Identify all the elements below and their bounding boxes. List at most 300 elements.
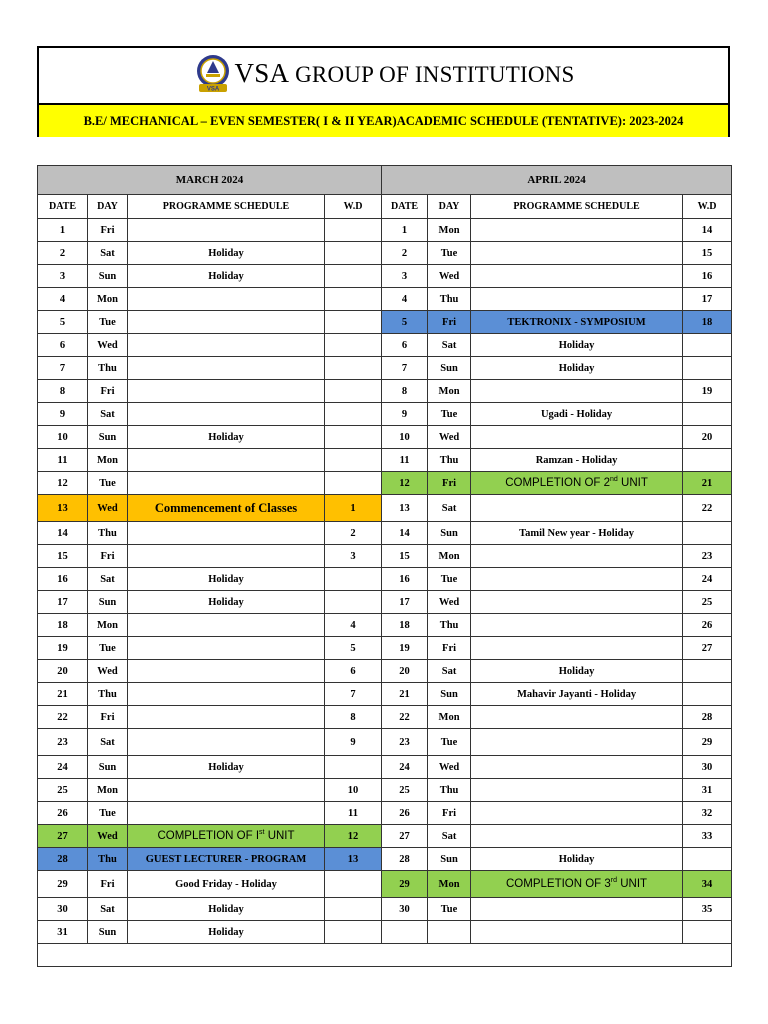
march-schedule-cell <box>128 522 325 545</box>
april-wd-cell: 28 <box>683 706 732 729</box>
april-day-cell: Sat <box>428 334 471 357</box>
march-day-cell: Thu <box>88 522 128 545</box>
april-wd-cell <box>683 848 732 871</box>
april-schedule-cell <box>471 756 683 779</box>
march-day-cell: Sun <box>88 921 128 944</box>
april-wd-cell: 30 <box>683 756 732 779</box>
march-date-cell: 20 <box>38 660 88 683</box>
schedule-row <box>38 522 732 545</box>
april-wd-cell: 25 <box>683 591 732 614</box>
column-header-schedule: PROGRAMME SCHEDULE <box>471 195 683 219</box>
institution-name-prefix: VSA <box>234 57 290 88</box>
march-day-cell: Tue <box>88 311 128 334</box>
march-schedule-cell: Holiday <box>128 591 325 614</box>
april-date-cell: 28 <box>382 848 428 871</box>
march-date-cell: 7 <box>38 357 88 380</box>
march-wd-cell <box>325 242 382 265</box>
april-wd-cell <box>683 522 732 545</box>
march-wd-cell <box>325 288 382 311</box>
march-day-cell: Fri <box>88 380 128 403</box>
april-schedule-cell <box>471 871 683 898</box>
april-schedule-cell <box>471 568 683 591</box>
april-schedule-cell <box>471 472 683 495</box>
april-date-cell: 23 <box>382 729 428 756</box>
schedule-row <box>38 357 732 380</box>
april-day-cell: Fri <box>428 311 471 334</box>
april-schedule-cell: TEKTRONIX - SYMPOSIUM <box>471 311 683 334</box>
april-wd-cell <box>683 334 732 357</box>
march-schedule-cell <box>128 802 325 825</box>
april-date-cell: 9 <box>382 403 428 426</box>
march-day-cell: Sun <box>88 426 128 449</box>
april-schedule-cell <box>471 219 683 242</box>
april-date-cell: 12 <box>382 472 428 495</box>
academic-schedule-table <box>37 165 732 967</box>
april-schedule-cell <box>471 706 683 729</box>
march-date-cell: 29 <box>38 871 88 898</box>
event-text: COMPLETION OF 2 <box>505 477 611 489</box>
april-schedule-cell <box>471 779 683 802</box>
april-schedule-cell: Mahavir Jayanti - Holiday <box>471 683 683 706</box>
april-wd-cell <box>683 921 732 944</box>
april-day-cell: Mon <box>428 380 471 403</box>
march-schedule-cell: Holiday <box>128 426 325 449</box>
schedule-footer-row <box>38 944 732 967</box>
footer-empty-cell <box>38 944 732 967</box>
march-schedule-cell <box>128 660 325 683</box>
april-day-cell: Thu <box>428 614 471 637</box>
schedule-row <box>38 380 732 403</box>
april-wd-cell: 34 <box>683 871 732 898</box>
april-date-cell: 29 <box>382 871 428 898</box>
april-date-cell: 13 <box>382 495 428 522</box>
schedule-row <box>38 898 732 921</box>
april-wd-cell: 32 <box>683 802 732 825</box>
column-header-wd: W.D <box>683 195 732 219</box>
schedule-row <box>38 683 732 706</box>
schedule-row <box>38 729 732 756</box>
april-date-cell: 17 <box>382 591 428 614</box>
april-schedule-cell <box>471 898 683 921</box>
march-wd-cell <box>325 871 382 898</box>
march-date-cell: 12 <box>38 472 88 495</box>
institution-name <box>235 58 575 89</box>
april-date-cell: 16 <box>382 568 428 591</box>
event-ordinal: rd <box>610 877 618 885</box>
april-day-cell: Sat <box>428 825 471 848</box>
march-day-cell: Fri <box>88 706 128 729</box>
april-wd-cell: 29 <box>683 729 732 756</box>
schedule-row <box>38 219 732 242</box>
april-wd-cell: 20 <box>683 426 732 449</box>
march-wd-cell <box>325 449 382 472</box>
april-day-cell <box>428 921 471 944</box>
institution-name-rest: GROUP OF INSTITUTIONS <box>289 61 575 87</box>
march-wd-cell: 2 <box>325 522 382 545</box>
april-day-cell: Tue <box>428 403 471 426</box>
march-day-cell: Sun <box>88 591 128 614</box>
march-day-cell: Tue <box>88 472 128 495</box>
march-wd-cell: 6 <box>325 660 382 683</box>
april-date-cell: 2 <box>382 242 428 265</box>
april-date-cell: 14 <box>382 522 428 545</box>
march-date-cell: 28 <box>38 848 88 871</box>
april-schedule-cell: Holiday <box>471 334 683 357</box>
march-wd-cell <box>325 921 382 944</box>
event-ordinal: st <box>259 829 265 837</box>
april-day-cell: Wed <box>428 591 471 614</box>
april-date-cell: 3 <box>382 265 428 288</box>
april-date-cell: 5 <box>382 311 428 334</box>
schedule-row <box>38 403 732 426</box>
april-day-cell: Fri <box>428 802 471 825</box>
april-day-cell: Tue <box>428 242 471 265</box>
march-wd-cell <box>325 568 382 591</box>
march-wd-cell <box>325 219 382 242</box>
april-wd-cell: 33 <box>683 825 732 848</box>
march-schedule-cell <box>128 706 325 729</box>
march-schedule-cell <box>128 403 325 426</box>
april-date-cell: 11 <box>382 449 428 472</box>
column-header-schedule: PROGRAMME SCHEDULE <box>128 195 325 219</box>
april-day-cell: Sun <box>428 522 471 545</box>
april-day-cell: Wed <box>428 756 471 779</box>
april-date-cell: 30 <box>382 898 428 921</box>
march-date-cell: 21 <box>38 683 88 706</box>
march-schedule-cell: Good Friday - Holiday <box>128 871 325 898</box>
april-day-cell: Sun <box>428 683 471 706</box>
event-text: COMPLETION OF I <box>157 830 260 842</box>
april-day-cell: Fri <box>428 637 471 660</box>
march-date-cell: 23 <box>38 729 88 756</box>
april-schedule-cell: Holiday <box>471 357 683 380</box>
march-schedule-cell: Holiday <box>128 242 325 265</box>
schedule-subtitle: B.E/ MECHANICAL – EVEN SEMESTER( I & II YEAR)ACADEMIC SCHEDULE (TENTATIVE): 2023-2024 <box>39 103 728 137</box>
march-schedule-cell: Holiday <box>128 756 325 779</box>
march-schedule-cell <box>128 311 325 334</box>
march-date-cell: 2 <box>38 242 88 265</box>
april-wd-cell <box>683 660 732 683</box>
march-wd-cell: 4 <box>325 614 382 637</box>
march-date-cell: 25 <box>38 779 88 802</box>
march-day-cell: Wed <box>88 334 128 357</box>
april-schedule-cell: Tamil New year - Holiday <box>471 522 683 545</box>
march-wd-cell: 3 <box>325 545 382 568</box>
march-date-cell: 26 <box>38 802 88 825</box>
march-schedule-cell <box>128 334 325 357</box>
april-schedule-cell <box>471 637 683 660</box>
schedule-body <box>38 219 732 967</box>
institution-logo <box>193 53 233 93</box>
march-day-cell: Mon <box>88 449 128 472</box>
april-wd-cell <box>683 403 732 426</box>
institution-title <box>39 48 728 102</box>
april-date-cell: 22 <box>382 706 428 729</box>
march-day-cell: Sat <box>88 403 128 426</box>
march-date-cell: 4 <box>38 288 88 311</box>
schedule-row <box>38 921 732 944</box>
schedule-row <box>38 288 732 311</box>
schedule-row <box>38 265 732 288</box>
april-day-cell: Wed <box>428 265 471 288</box>
schedule-row <box>38 426 732 449</box>
march-day-cell: Wed <box>88 660 128 683</box>
march-wd-cell <box>325 591 382 614</box>
march-day-cell: Tue <box>88 637 128 660</box>
schedule-row <box>38 545 732 568</box>
schedule-row <box>38 802 732 825</box>
march-wd-cell <box>325 403 382 426</box>
april-wd-cell: 31 <box>683 779 732 802</box>
april-wd-cell: 21 <box>683 472 732 495</box>
april-schedule-cell <box>471 614 683 637</box>
march-day-cell: Sat <box>88 729 128 756</box>
schedule-row <box>38 706 732 729</box>
march-schedule-cell: Holiday <box>128 898 325 921</box>
march-date-cell: 15 <box>38 545 88 568</box>
march-date-cell: 9 <box>38 403 88 426</box>
march-day-cell: Sun <box>88 265 128 288</box>
march-wd-cell <box>325 380 382 403</box>
april-date-cell: 4 <box>382 288 428 311</box>
event-suffix: UNIT <box>617 477 648 489</box>
march-schedule-cell <box>128 219 325 242</box>
april-date-cell: 7 <box>382 357 428 380</box>
april-schedule-cell <box>471 265 683 288</box>
event-suffix: UNIT <box>617 878 648 890</box>
april-date-cell: 10 <box>382 426 428 449</box>
column-header-date: DATE <box>382 195 428 219</box>
april-day-cell: Sat <box>428 495 471 522</box>
april-date-cell: 8 <box>382 380 428 403</box>
march-schedule-cell: Commencement of Classes <box>128 495 325 522</box>
header-box <box>37 46 730 137</box>
month-header-march: MARCH 2024 <box>38 166 382 195</box>
column-header-date: DATE <box>38 195 88 219</box>
march-date-cell: 8 <box>38 380 88 403</box>
march-schedule-cell: Holiday <box>128 921 325 944</box>
schedule-row <box>38 637 732 660</box>
march-schedule-cell <box>128 288 325 311</box>
march-wd-cell: 9 <box>325 729 382 756</box>
schedule-row <box>38 614 732 637</box>
april-schedule-cell <box>471 288 683 311</box>
logo-lettering: VSA <box>206 86 219 93</box>
april-day-cell: Thu <box>428 449 471 472</box>
event-ordinal: nd <box>610 476 618 484</box>
april-wd-cell: 19 <box>683 380 732 403</box>
march-schedule-cell: Holiday <box>128 265 325 288</box>
april-day-cell: Thu <box>428 288 471 311</box>
march-day-cell: Mon <box>88 288 128 311</box>
march-day-cell: Sat <box>88 568 128 591</box>
march-date-cell: 22 <box>38 706 88 729</box>
april-date-cell: 27 <box>382 825 428 848</box>
march-date-cell: 17 <box>38 591 88 614</box>
march-day-cell: Sat <box>88 242 128 265</box>
march-day-cell: Sun <box>88 756 128 779</box>
april-wd-cell <box>683 449 732 472</box>
april-date-cell: 21 <box>382 683 428 706</box>
april-schedule-cell <box>471 545 683 568</box>
march-schedule-cell <box>128 729 325 756</box>
april-schedule-cell: Holiday <box>471 848 683 871</box>
april-schedule-cell <box>471 495 683 522</box>
march-wd-cell <box>325 426 382 449</box>
march-wd-cell: 13 <box>325 848 382 871</box>
april-wd-cell: 16 <box>683 265 732 288</box>
april-date-cell: 15 <box>382 545 428 568</box>
april-day-cell: Tue <box>428 729 471 756</box>
april-wd-cell: 22 <box>683 495 732 522</box>
april-date-cell: 24 <box>382 756 428 779</box>
april-day-cell: Mon <box>428 706 471 729</box>
april-day-cell: Tue <box>428 898 471 921</box>
march-schedule-cell <box>128 825 325 848</box>
march-day-cell: Thu <box>88 357 128 380</box>
april-wd-cell: 24 <box>683 568 732 591</box>
april-schedule-cell <box>471 729 683 756</box>
march-schedule-cell <box>128 779 325 802</box>
april-wd-cell <box>683 357 732 380</box>
column-header-day: DAY <box>428 195 471 219</box>
event-suffix: UNIT <box>264 830 295 842</box>
march-wd-cell: 5 <box>325 637 382 660</box>
march-date-cell: 27 <box>38 825 88 848</box>
march-schedule-cell <box>128 357 325 380</box>
march-schedule-cell <box>128 683 325 706</box>
schedule-row <box>38 779 732 802</box>
april-day-cell: Wed <box>428 426 471 449</box>
april-schedule-cell: Ugadi - Holiday <box>471 403 683 426</box>
march-wd-cell <box>325 334 382 357</box>
april-schedule-cell <box>471 242 683 265</box>
march-date-cell: 10 <box>38 426 88 449</box>
march-date-cell: 30 <box>38 898 88 921</box>
schedule-row <box>38 472 732 495</box>
march-date-cell: 16 <box>38 568 88 591</box>
april-wd-cell: 26 <box>683 614 732 637</box>
march-date-cell: 14 <box>38 522 88 545</box>
march-day-cell: Fri <box>88 871 128 898</box>
march-wd-cell: 7 <box>325 683 382 706</box>
april-wd-cell: 23 <box>683 545 732 568</box>
april-wd-cell: 27 <box>683 637 732 660</box>
schedule-row <box>38 449 732 472</box>
schedule-row <box>38 591 732 614</box>
march-schedule-cell <box>128 449 325 472</box>
march-day-cell: Wed <box>88 825 128 848</box>
march-day-cell: Fri <box>88 219 128 242</box>
april-wd-cell: 35 <box>683 898 732 921</box>
march-day-cell: Mon <box>88 614 128 637</box>
march-wd-cell <box>325 756 382 779</box>
march-date-cell: 1 <box>38 219 88 242</box>
march-date-cell: 19 <box>38 637 88 660</box>
april-schedule-cell <box>471 380 683 403</box>
march-wd-cell <box>325 265 382 288</box>
schedule-row <box>38 660 732 683</box>
march-wd-cell <box>325 472 382 495</box>
march-wd-cell: 1 <box>325 495 382 522</box>
march-schedule-cell <box>128 380 325 403</box>
april-wd-cell: 15 <box>683 242 732 265</box>
march-date-cell: 18 <box>38 614 88 637</box>
april-date-cell: 26 <box>382 802 428 825</box>
march-date-cell: 11 <box>38 449 88 472</box>
april-date-cell: 20 <box>382 660 428 683</box>
april-day-cell: Mon <box>428 871 471 898</box>
march-day-cell: Fri <box>88 545 128 568</box>
schedule-row <box>38 311 732 334</box>
march-wd-cell <box>325 357 382 380</box>
april-day-cell: Mon <box>428 545 471 568</box>
april-schedule-cell <box>471 426 683 449</box>
march-wd-cell: 10 <box>325 779 382 802</box>
column-header-day: DAY <box>88 195 128 219</box>
column-header-wd: W.D <box>325 195 382 219</box>
march-date-cell: 3 <box>38 265 88 288</box>
schedule-row <box>38 495 732 522</box>
schedule-row <box>38 334 732 357</box>
march-wd-cell <box>325 898 382 921</box>
march-schedule-cell: GUEST LECTURER - PROGRAM <box>128 848 325 871</box>
april-day-cell: Sun <box>428 357 471 380</box>
schedule-row <box>38 756 732 779</box>
march-wd-cell: 11 <box>325 802 382 825</box>
april-date-cell: 18 <box>382 614 428 637</box>
april-schedule-cell: Ramzan - Holiday <box>471 449 683 472</box>
march-schedule-cell <box>128 637 325 660</box>
march-schedule-cell <box>128 545 325 568</box>
april-day-cell: Thu <box>428 779 471 802</box>
schedule-row <box>38 871 732 898</box>
schedule-row <box>38 848 732 871</box>
schedule-row <box>38 242 732 265</box>
event-text: COMPLETION OF 3 <box>506 878 611 890</box>
april-schedule-cell <box>471 921 683 944</box>
april-date-cell: 6 <box>382 334 428 357</box>
march-date-cell: 5 <box>38 311 88 334</box>
march-date-cell: 6 <box>38 334 88 357</box>
march-day-cell: Thu <box>88 683 128 706</box>
april-schedule-cell <box>471 825 683 848</box>
april-day-cell: Sun <box>428 848 471 871</box>
april-date-cell: 19 <box>382 637 428 660</box>
april-wd-cell: 17 <box>683 288 732 311</box>
april-date-cell: 1 <box>382 219 428 242</box>
march-day-cell: Mon <box>88 779 128 802</box>
schedule-row <box>38 568 732 591</box>
march-wd-cell: 8 <box>325 706 382 729</box>
month-header-april: APRIL 2024 <box>382 166 732 195</box>
march-date-cell: 31 <box>38 921 88 944</box>
march-day-cell: Sat <box>88 898 128 921</box>
march-day-cell: Thu <box>88 848 128 871</box>
march-wd-cell: 12 <box>325 825 382 848</box>
april-wd-cell <box>683 683 732 706</box>
april-wd-cell: 18 <box>683 311 732 334</box>
april-wd-cell: 14 <box>683 219 732 242</box>
april-date-cell <box>382 921 428 944</box>
march-day-cell: Wed <box>88 495 128 522</box>
march-schedule-cell: Holiday <box>128 568 325 591</box>
april-date-cell: 25 <box>382 779 428 802</box>
april-day-cell: Sat <box>428 660 471 683</box>
april-day-cell: Fri <box>428 472 471 495</box>
april-schedule-cell <box>471 591 683 614</box>
april-day-cell: Tue <box>428 568 471 591</box>
